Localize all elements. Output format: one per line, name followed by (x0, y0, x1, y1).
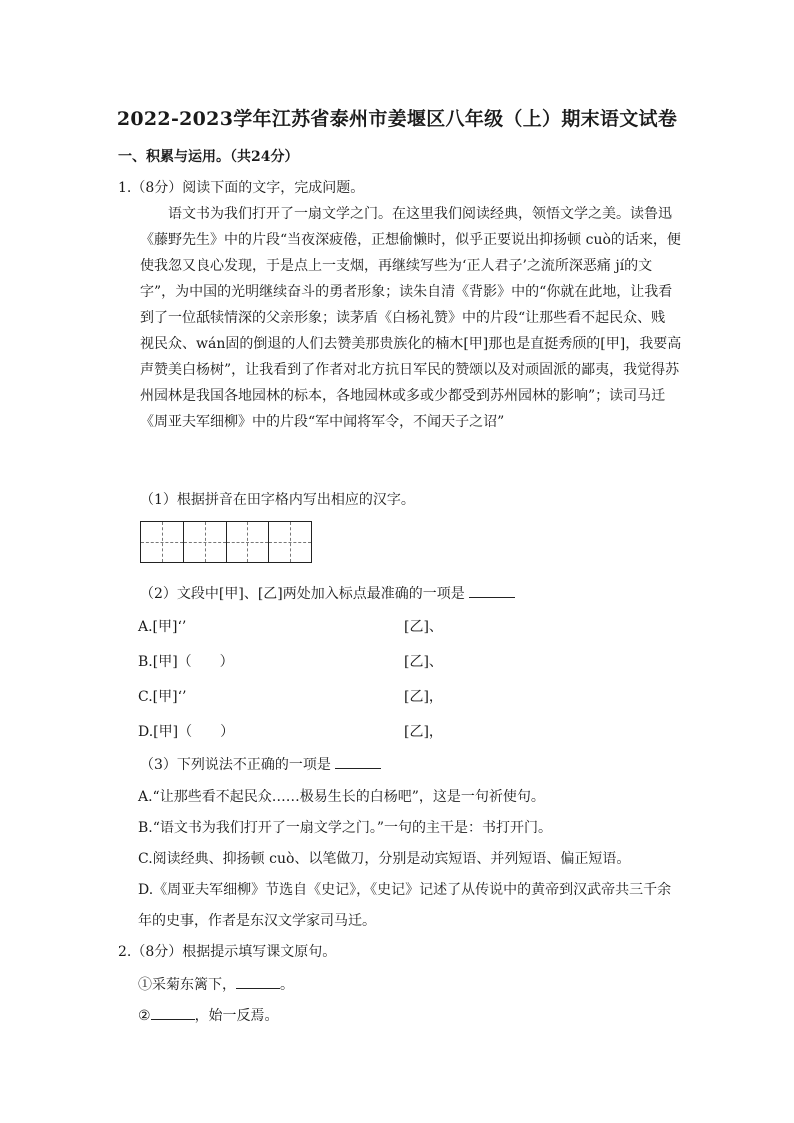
page-title: 2022-2023学年江苏省泰州市姜堰区八年级（上）期末语文试卷 (116, 108, 678, 130)
passage-line: 使我忽又良心发现，于是点上一支烟，再继续写些为‘正人君子’之流所深恶痛 jí的文 (140, 258, 653, 274)
option-a-right: [乙]、 (404, 619, 443, 635)
grid-cell[interactable] (269, 522, 311, 562)
sub-question-2 (140, 583, 515, 603)
option-c-right: [乙]， (404, 689, 443, 705)
recitation-item-1: ①采菊东篱下， 。 (138, 974, 294, 994)
answer-blank[interactable] (236, 974, 280, 989)
sub-question-1: （1）根据拼音在田字格内写出相应的汉字。 (140, 492, 415, 508)
choice-d-line2: 年的史事，作者是东汉文学家司马迁。 (138, 913, 376, 929)
passage-line: 声赞美白杨树”，让我看到了作者对北方抗日军民的赞颂以及对顽固派的鄙夷，我觉得苏 (140, 362, 680, 378)
sub-question-3-text: （3）下列说法不正确的一项是 (140, 757, 331, 773)
passage-line: 到了一位舐犊情深的父亲形象；读茅盾《白杨礼赞》中的片段“让那些看不起民众、贱 (140, 310, 666, 326)
reading-passage (140, 201, 682, 435)
passage-line: 州园林是我国各地园林的标本，各地园林或多或少都受到苏州园林的影响”；读司马迁 (140, 388, 666, 404)
passage-line: 《藤野先生》中的片段“当夜深疲倦，正想偷懒时，似乎正要说出抑扬顿 cuò的话来，便 (140, 232, 681, 248)
option-a-left: A.[甲]‘’ (138, 619, 187, 635)
sub-question-3 (140, 754, 381, 774)
choice-a: A.“让那些看不起民众……极易生长的白杨吧”，这是一句祈使句。 (138, 789, 545, 805)
passage-line: 语文书为我们打开了一扇文学之门。在这里我们阅读经典，领悟文学之美。读鲁迅 (168, 206, 672, 222)
passage-line: 字”，为中国的光明继续奋斗的勇者形象；读朱自清《背影》中的“你就在此地，让我看 (140, 284, 673, 300)
passage-line: 视民众、wán固的倒退的人们去赞美那贵族化的楠木[甲]那也是直挺秀颀的[甲]，我要高 (140, 336, 682, 352)
option-b-right: [乙]、 (404, 654, 443, 670)
grid-cell[interactable] (227, 522, 270, 562)
answer-blank[interactable] (151, 1005, 195, 1020)
answer-blank[interactable] (469, 583, 515, 598)
choice-c: C.阅读经典、抑扬顿 cuò、以笔做刀，分别是动宾短语、并列短语、偏正短语。 (138, 851, 631, 867)
option-d-left: D.[甲]（ ） (138, 724, 235, 740)
choice-b: B.“语文书为我们打开了一扇文学之门。”一句的主干是：书打开门。 (138, 820, 553, 836)
sub-question-2-text: （2）文段中[甲]、[乙]两处加入标点最准确的一项是 (140, 586, 465, 602)
passage-line: 《周亚夫军细柳》中的片段“军中闻将军令，不闻天子之诏” (140, 414, 505, 430)
recitation-item-2: ② ，始一反焉。 (138, 1005, 279, 1025)
answer-blank[interactable] (335, 754, 381, 769)
option-d-right: [乙]， (404, 724, 443, 740)
question-1-stem: 1.（8分）阅读下面的文字，完成问题。 (118, 180, 365, 196)
grid-cell[interactable] (184, 522, 227, 562)
section-heading: 一、积累与运用。（共24分） (118, 149, 299, 165)
question-2-stem: 2.（8分）根据提示填写课文原句。 (118, 944, 337, 960)
choice-d-line1: D.《周亚夫军细柳》节选自《史记》，《史记》记述了从传说中的黄帝到汉武帝共三千余 (138, 882, 672, 898)
option-c-left: C.[甲]‘’ (138, 689, 187, 705)
option-b-left: B.[甲]（ ） (138, 654, 234, 670)
grid-cell[interactable] (141, 522, 184, 562)
tianzi-grid[interactable] (140, 521, 312, 563)
